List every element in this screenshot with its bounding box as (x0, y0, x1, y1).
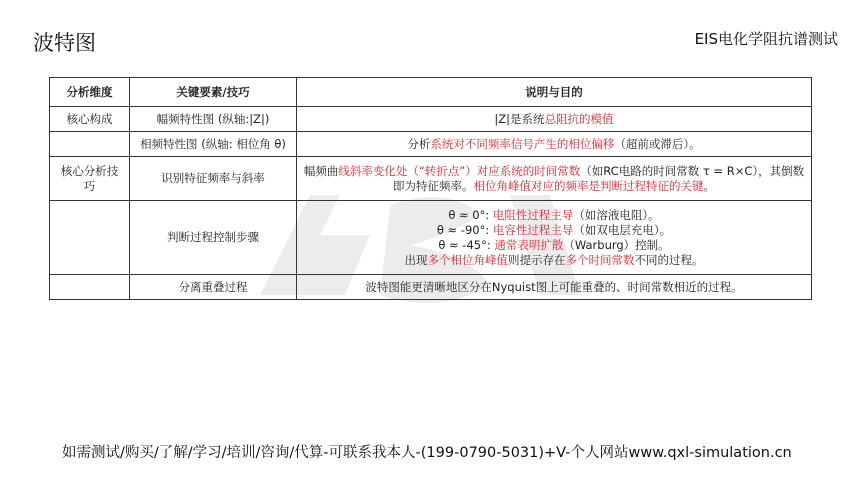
element-cell: 判断过程控制步骤 (130, 201, 297, 275)
table-row (50, 201, 812, 275)
desc-highlight: 多个时间常数 (565, 252, 635, 267)
dimension-cell: 核心构成 (50, 107, 130, 132)
table-header-row (50, 78, 812, 107)
dimension-cell: 核心分析技巧 (50, 157, 130, 201)
element-cell: 分离重叠过程 (130, 275, 297, 300)
header-description: 说明与目的 (297, 78, 812, 107)
description-cell (297, 157, 812, 201)
desc-text: （Warburg）控制。 (563, 237, 670, 252)
desc-line (303, 223, 805, 238)
desc-highlight: 总阻抗的模值 (544, 111, 614, 126)
element-cell: 识别特征频率与斜率 (130, 157, 297, 201)
desc-text: （如双电层充电）。 (573, 222, 672, 237)
header-dimension: 分析维度 (50, 78, 130, 107)
desc-text: 出现 (404, 252, 428, 267)
page-title: 波特图 (33, 31, 96, 55)
desc-highlight: 电阻性过程主导 (492, 207, 574, 222)
desc-text: 幅频曲 (303, 163, 339, 178)
desc-text: 不同的过程。 (634, 252, 704, 267)
desc-text: （超前或滞后）。 (614, 136, 701, 151)
element-cell: 幅频特性图 (纵轴:|Z|) (130, 107, 297, 132)
desc-highlight: 多个相位角峰值 (427, 252, 508, 267)
desc-line (303, 208, 805, 223)
desc-text: 。 (703, 178, 715, 193)
table-row (50, 107, 812, 132)
topic-label: EIS电化学阻抗谱测试 (694, 30, 838, 48)
analysis-table (49, 77, 812, 300)
desc-text: θ ≈ -90°: (436, 222, 493, 237)
dimension-cell (50, 132, 130, 157)
desc-highlight: 相位角峰值对应的频率是判断过程特征的关键 (473, 178, 704, 193)
desc-highlight: 系统对不同频率信号产生的相位偏移 (430, 136, 615, 151)
desc-text: θ ≈ 0°: (448, 207, 493, 222)
dimension-cell (50, 275, 130, 300)
desc-text: |Z|是系统 (494, 111, 545, 126)
table-row (50, 132, 812, 157)
table-row (50, 275, 812, 300)
description-cell (297, 107, 812, 132)
desc-line (303, 253, 805, 268)
header-element: 关键要素/技巧 (130, 78, 297, 107)
desc-highlight: 通常表明扩散 (494, 237, 564, 252)
description-cell (297, 275, 812, 300)
contact-footer: 如需测试/购买/了解/学习/培训/咨询/代算-可联系我本人-(199-0790-5031)+V-个人网站www.qxl-simulation.cn (62, 445, 792, 461)
desc-text: 波特图能更清晰地区分在Nyquist图上可能重叠的、时间常数相近的过程。 (365, 279, 743, 294)
desc-text: θ ≈ -45°: (438, 237, 495, 252)
desc-line (303, 238, 805, 253)
desc-highlight: 电容性过程主导 (492, 222, 574, 237)
desc-text: （如溶液电阻）。 (573, 207, 660, 222)
desc-highlight: 线斜率变化处（“转折点”）对应系统的时间常数 (338, 163, 581, 178)
desc-text: 分析 (407, 136, 431, 151)
dimension-cell (50, 201, 130, 275)
element-cell: 相频特性图 (纵轴: 相位角 θ) (130, 132, 297, 157)
description-cell (297, 132, 812, 157)
desc-text: （如RC电路的时间常数 τ = R×C），其倒数即为特征频率。 (393, 163, 805, 193)
table-row (50, 157, 812, 201)
description-cell (297, 201, 812, 275)
desc-text: 则提示存在 (508, 252, 566, 267)
